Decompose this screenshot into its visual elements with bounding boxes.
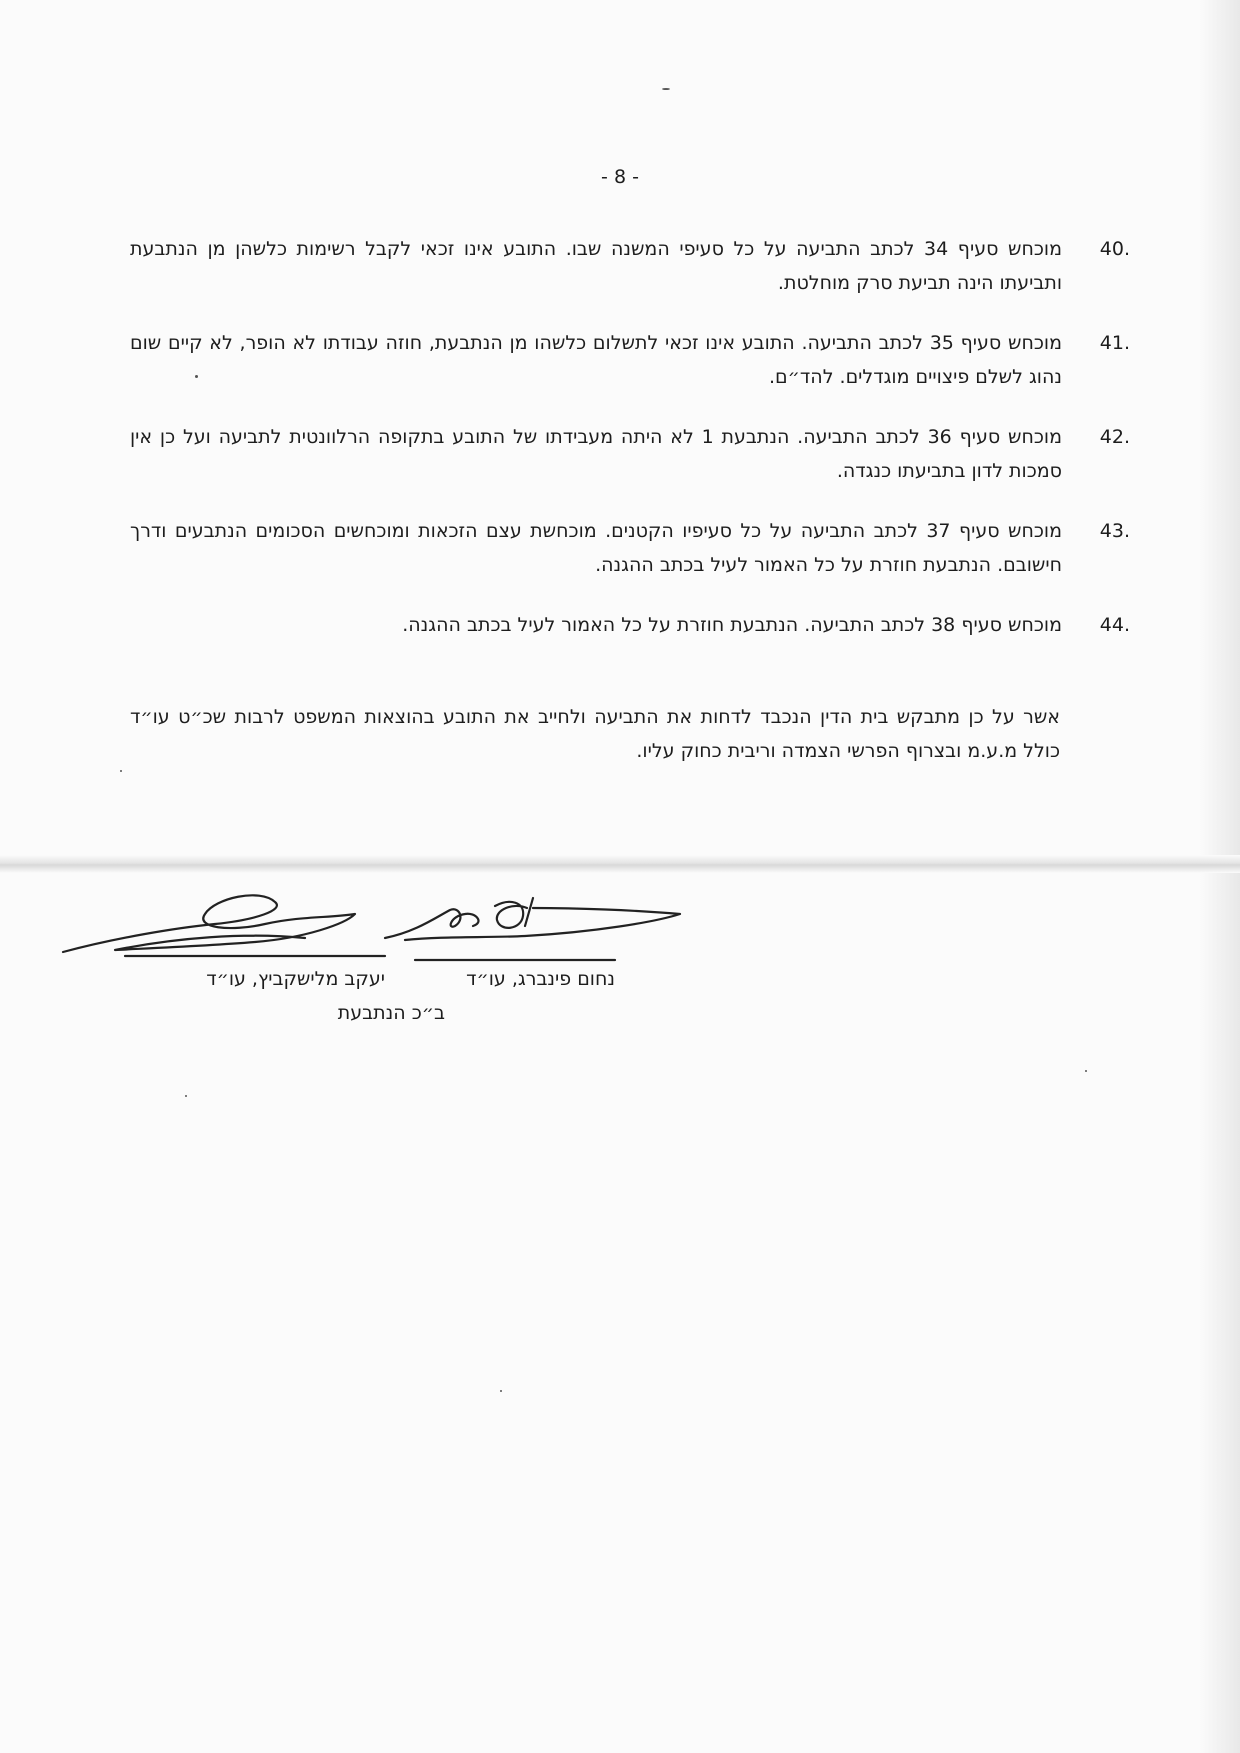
scan-edge-shadow: [1200, 0, 1240, 1753]
paragraph-number: .43: [1099, 520, 1130, 542]
page-number: - 8 -: [601, 166, 639, 188]
paragraph-40: [130, 232, 1130, 300]
paragraph-42: [130, 420, 1130, 488]
closing-request: אשר על כן מתבקש בית הדין הנכבד לדחות את התביעה ולחייב את התובע בהוצאות המשפט לרבות שכ״ט עו״ד כולל מ.ע.מ ובצרוף הפרשי הצמדה וריבית כחוק עליו.: [130, 706, 1060, 762]
paragraph-text: מוכחש סעיף 38 לכתב התביעה. הנתבעת חוזרת על כל האמור לעיל בכתב ההגנה.: [402, 614, 1062, 636]
paragraph-number: .40: [1099, 238, 1130, 260]
paragraph-41: [130, 326, 1130, 394]
scan-speck: [195, 375, 198, 378]
paragraph-44: [130, 608, 1130, 642]
paragraph-text: מוכחש סעיף 34 לכתב התביעה על כל סעיפי המשנה שבו. התובע אינו זכאי לקבל רשימות כלשהן מן הנתבעת ותביעתו הינה תביעת סרק מוחלטת.: [130, 238, 1062, 294]
paragraph-number: .42: [1099, 426, 1130, 448]
scan-speck: [662, 88, 670, 90]
right-signature-scribble: [385, 898, 680, 940]
signatures-graphic: [55, 880, 775, 1000]
representing-label: ב״כ הנתבעת: [337, 1002, 445, 1024]
paragraph-number: .41: [1099, 332, 1130, 354]
signer-left-name: יעקב מלישקביץ, עו״ד: [206, 968, 385, 990]
paragraph-number: .44: [1099, 614, 1130, 636]
scan-speck: [1085, 1070, 1087, 1072]
scan-speck: [120, 770, 122, 772]
scan-speck: [500, 1390, 502, 1392]
paragraph-text: מוכחש סעיף 35 לכתב התביעה. התובע אינו זכאי לתשלום כלשהו מן הנתבעת, חוזה עבודתו לא הופר, לא קיים שום נהוג לשלם פיצויים מוגדלים. להד״ם.: [130, 332, 1062, 388]
scan-fold-line: [0, 855, 1240, 873]
paragraph-text: מוכחש סעיף 37 לכתב התביעה על כל סעיפיו הקטנים. מוכחשת עצם הזכאות ומוכחשים הסכומים הנתבעים ודרך חישובם. הנתבעת חוזרת על כל האמור לעיל בכתב ההגנה.: [130, 520, 1062, 576]
scan-speck: [185, 1095, 187, 1097]
paragraph-43: [130, 514, 1130, 582]
left-signature-scribble: [63, 895, 355, 952]
paragraph-text: מוכחש סעיף 36 לכתב התביעה. הנתבעת 1 לא היתה מעבידתו של התובע בתקופה הרלוונטית לתביעה ועל כן אין סמכות לדון בתביעתו כנגדה.: [130, 426, 1062, 482]
signer-right-name: נחום פינברג, עו״ד: [466, 968, 615, 990]
